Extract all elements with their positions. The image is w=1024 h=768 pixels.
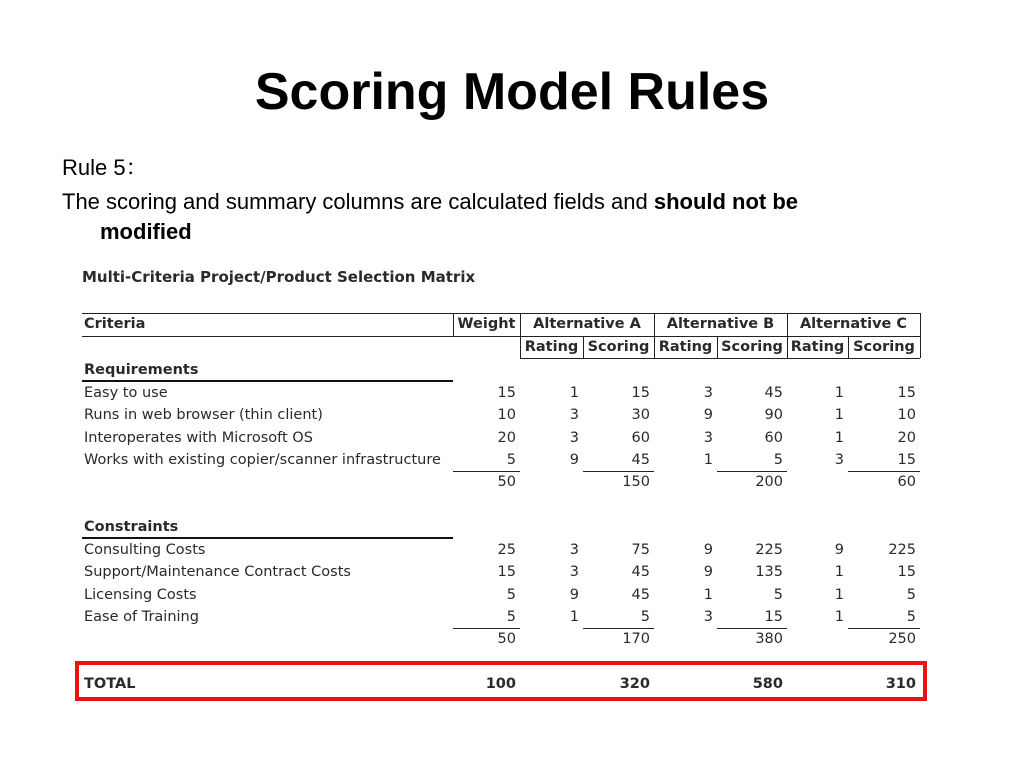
header-scoring-a: Scoring (587, 339, 650, 355)
subtotal-score-a: 170 (622, 631, 650, 648)
header-divider (848, 336, 849, 358)
header-weight: Weight (457, 316, 516, 332)
row-criteria: Ease of Training (84, 608, 199, 625)
header-bottom-border (520, 358, 920, 359)
row-criteria: Easy to use (84, 385, 168, 401)
row-score-a: 15 (631, 385, 650, 401)
header-divider (920, 313, 921, 358)
row-score-c: 10 (897, 407, 916, 424)
rule-text-emphasis-1: should not be (653, 189, 799, 214)
total-highlight-box (75, 661, 927, 701)
header-divider (787, 313, 788, 358)
row-rating-c: 1 (834, 564, 844, 581)
row-weight: 15 (497, 564, 516, 581)
row-criteria: Works with existing copier/scanner infrastructure (84, 451, 441, 468)
row-rating-b: 9 (703, 407, 713, 424)
total-score-b: 580 (752, 676, 783, 692)
header-divider (520, 313, 521, 358)
subtotal-weight: 50 (497, 631, 516, 648)
row-score-c: 15 (897, 564, 916, 581)
subtotal-score-c: 60 (897, 474, 916, 491)
row-score-b: 15 (764, 608, 783, 625)
row-rating-c: 1 (834, 407, 844, 424)
row-score-a: 30 (631, 407, 650, 424)
header-rating-b: Rating (658, 339, 713, 355)
header-alternative-a: Alternative A (533, 316, 641, 332)
total-label: TOTAL (84, 676, 136, 692)
row-score-a: 5 (640, 608, 650, 625)
row-rating-b: 3 (703, 385, 713, 401)
subtotal-score-a: 150 (622, 474, 650, 491)
rule-text-emphasis-2: modified (100, 219, 192, 244)
slide-title: Scoring Model Rules (254, 63, 770, 121)
row-score-b: 45 (764, 385, 783, 401)
header-divider (583, 336, 584, 358)
row-rating-c: 1 (834, 385, 844, 401)
row-criteria: Support/Maintenance Contract Costs (84, 564, 351, 581)
rule-text-plain: The scoring and summary columns are calculated fields and (62, 189, 654, 214)
row-rating-b: 1 (703, 451, 713, 468)
row-rating-c: 1 (834, 429, 844, 446)
row-criteria: Interoperates with Microsoft OS (84, 429, 313, 446)
header-rating-a: Rating (524, 339, 579, 355)
row-rating-b: 3 (703, 429, 713, 446)
total-score-a: 320 (619, 676, 650, 692)
row-criteria: Runs in web browser (thin client) (84, 407, 323, 424)
row-score-b: 90 (764, 407, 783, 424)
row-weight: 5 (506, 451, 516, 468)
row-score-c: 225 (888, 542, 916, 558)
row-score-b: 5 (773, 451, 783, 468)
row-rating-c: 9 (834, 542, 844, 558)
header-divider (654, 313, 655, 358)
header-divider (453, 313, 454, 336)
row-weight: 25 (497, 542, 516, 558)
row-weight: 5 (506, 586, 516, 603)
row-rating-a: 3 (569, 429, 579, 446)
header-scoring-b: Scoring (721, 339, 783, 355)
row-rating-b: 1 (703, 586, 713, 603)
row-weight: 10 (497, 407, 516, 424)
subtotal-score-b: 380 (755, 631, 783, 648)
row-weight: 20 (497, 429, 516, 446)
row-score-a: 45 (631, 564, 650, 581)
section-heading: Requirements (84, 362, 199, 378)
row-rating-c: 3 (834, 451, 844, 468)
header-rating-c: Rating (790, 339, 845, 355)
row-score-c: 15 (897, 385, 916, 401)
subtotal-score-b: 200 (755, 474, 783, 491)
row-score-b: 60 (764, 429, 783, 446)
row-rating-b: 9 (703, 542, 713, 558)
total-score-c: 310 (885, 676, 916, 692)
total-weight: 100 (485, 676, 516, 692)
row-rating-c: 1 (834, 608, 844, 625)
row-score-a: 60 (631, 429, 650, 446)
row-score-a: 45 (631, 451, 650, 468)
row-score-c: 20 (897, 429, 916, 446)
header-alternative-c: Alternative C (799, 316, 908, 332)
matrix-title: Multi-Criteria Project/Product Selection Matrix (82, 268, 476, 286)
section-heading: Constraints (84, 519, 179, 535)
row-score-c: 5 (906, 586, 916, 603)
header-criteria: Criteria (84, 316, 146, 332)
row-rating-a: 3 (569, 407, 579, 424)
row-score-c: 15 (897, 451, 916, 468)
row-score-b: 135 (755, 564, 783, 581)
row-rating-b: 9 (703, 564, 713, 581)
row-score-b: 5 (773, 586, 783, 603)
rule-description (62, 187, 962, 247)
row-weight: 15 (497, 385, 516, 401)
row-rating-c: 1 (834, 586, 844, 603)
row-criteria: Consulting Costs (84, 542, 206, 558)
subtotal-weight: 50 (497, 474, 516, 491)
row-rating-a: 3 (569, 564, 579, 581)
row-score-a: 75 (631, 542, 650, 558)
row-criteria: Licensing Costs (84, 586, 197, 603)
header-divider (717, 336, 718, 358)
subtotal-score-c: 250 (888, 631, 916, 648)
row-score-a: 45 (631, 586, 650, 603)
row-rating-a: 1 (569, 608, 579, 625)
header-scoring-c: Scoring (853, 339, 915, 355)
row-rating-a: 3 (569, 542, 579, 558)
row-rating-a: 1 (569, 385, 579, 401)
rule-label: Rule 5： (62, 155, 148, 180)
row-rating-a: 9 (569, 586, 579, 603)
row-score-b: 225 (755, 542, 783, 558)
header-alternative-b: Alternative B (666, 316, 775, 332)
row-rating-a: 9 (569, 451, 579, 468)
row-score-c: 5 (906, 608, 916, 625)
row-weight: 5 (506, 608, 516, 625)
row-rating-b: 3 (703, 608, 713, 625)
